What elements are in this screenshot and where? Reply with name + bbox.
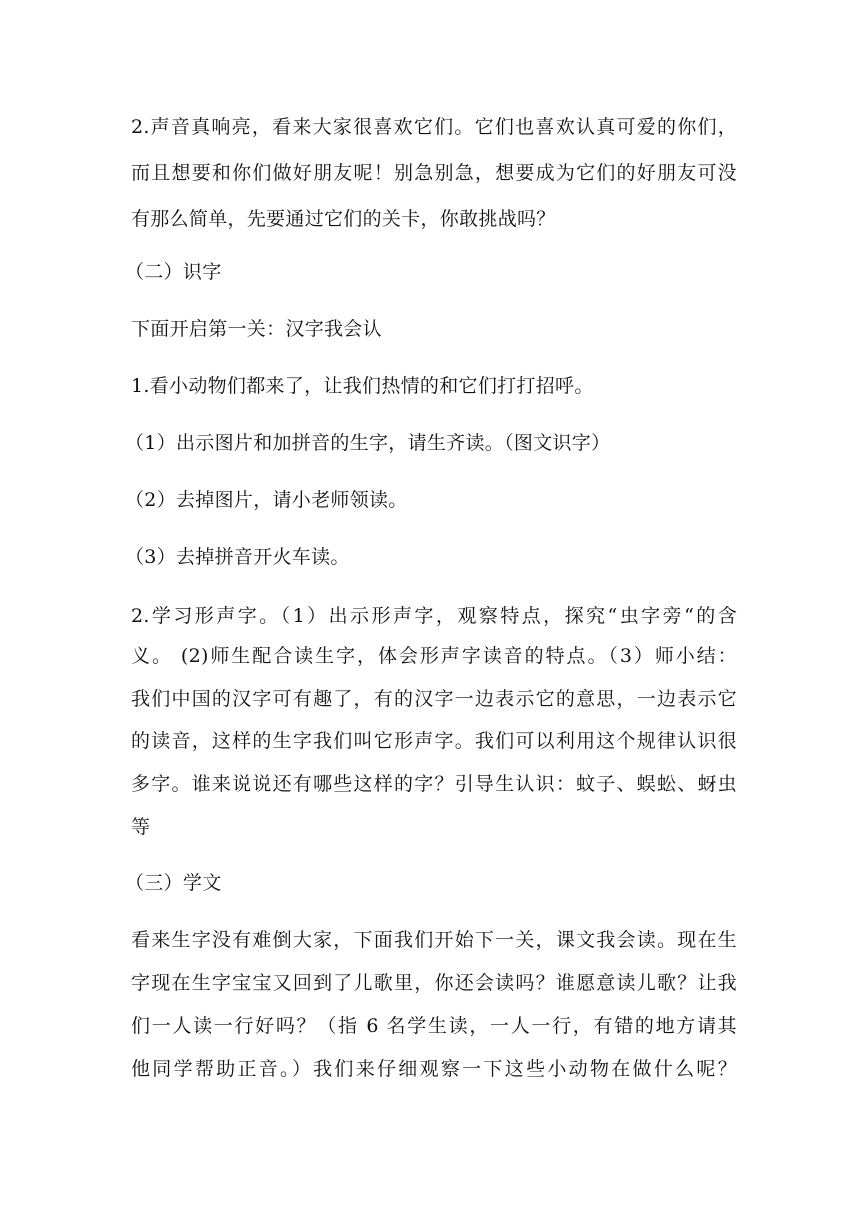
paragraph-line: 看来生字没有难倒大家，下面我们开始下一关，课文我会读。现在生 [131, 929, 737, 951]
paragraph-line: 而且想要和你们做好朋友呢！别急别急，想要成为它们的好朋友可没 [131, 162, 737, 184]
paragraph-line: 们一人读一行好吗？（指 6 名学生读，一人一行，有错的地方请其 [131, 1015, 737, 1037]
paragraph-line: 有那么简单，先要通过它们的关卡，你敢挑战吗？ [131, 208, 556, 230]
section-heading: （三）学文 [125, 872, 222, 894]
paragraph-line: 2.声音真响亮，看来大家很喜欢它们。它们也喜欢认真可爱的你们， [131, 116, 737, 138]
paragraph-line: 字现在生字宝宝又回到了儿歌里，你还会读吗？谁愿意读儿歌？让我 [131, 972, 737, 994]
list-item: （1）出示图片和加拼音的生字，请生齐读。（图文识字） [125, 432, 611, 454]
paragraph-line: 他同学帮助正音。）我们来仔细观察一下这些小动物在做什么呢？ [131, 1058, 737, 1080]
paragraph-line: 1.看小动物们都来了，让我们热情的和它们打打招呼。 [131, 375, 594, 397]
section-heading: （二）识字 [125, 261, 222, 283]
list-item: （2）去掉图片，请小老师领读。 [125, 489, 408, 511]
paragraph-line: 多字。谁来说说还有哪些这样的字？引导生认识：蚊子、蜈蚣、蚜虫 [131, 773, 737, 795]
paragraph-line: 等 [131, 816, 151, 838]
paragraph-line: 义。 (2)师生配合读生字，体会形声字读音的特点。（3）师小结： [131, 645, 737, 667]
paragraph-line: 的读音，这样的生字我们叫它形声字。我们可以利用这个规律认识很 [131, 730, 737, 752]
list-item: （3）去掉拼音开火车读。 [125, 546, 350, 568]
paragraph-line: 我们中国的汉字可有趣了，有的汉字一边表示它的意思，一边表示它 [131, 688, 737, 710]
paragraph-line: 下面开启第一关：汉字我会认 [131, 318, 382, 340]
paragraph-line: 2.学习形声字。（1）出示形声字，观察特点，探究“虫字旁“的含 [131, 605, 737, 627]
